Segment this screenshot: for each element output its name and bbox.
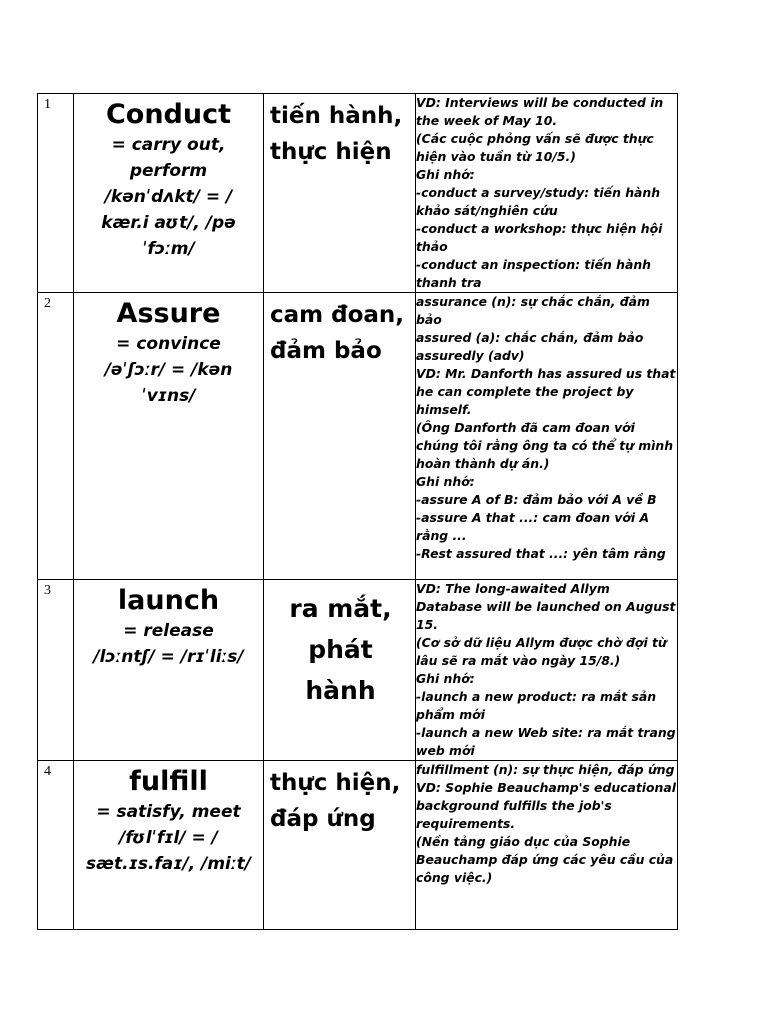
example-line: fulfillment (n): sự thực hiện, đáp ứng — [416, 762, 675, 777]
example-line: Ghi nhớ: — [416, 167, 475, 182]
row-number-cell — [38, 580, 74, 761]
example-line: (Cơ sở dữ liệu Allym được chờ đợi từ lâu sẽ ra mắt vào ngày 15/8.) — [416, 635, 667, 668]
example-line: Ghi nhớ: — [416, 671, 475, 686]
example-line: VD: Sophie Beauchamp's educational background fulfills the job's requirements. — [416, 780, 676, 831]
row-number: 4 — [44, 764, 51, 779]
example-line: assured (a): chắc chắn, đảm bảo — [416, 330, 644, 345]
example-line: -launch a new Web site: ra mắt trang web mới — [416, 725, 676, 758]
word-cell — [74, 761, 264, 930]
headword: launch — [117, 585, 220, 616]
word-cell — [74, 293, 264, 580]
example-line: -conduct a survey/study: tiến hành khảo sát/nghiên cứu — [416, 185, 661, 218]
example-line: assuredly (adv) — [416, 348, 525, 363]
examples-cell — [416, 293, 678, 580]
example-line: -conduct an inspection: tiến hành thanh tra — [416, 257, 651, 290]
vietnamese-meaning: cam đoan, đảm bảo — [270, 302, 405, 364]
synonym: = carry out, perform — [111, 135, 226, 181]
row-number-cell — [38, 94, 74, 293]
vocabulary-table — [37, 93, 678, 930]
table-row — [38, 761, 678, 930]
example-line: -Rest assured that ...: yên tâm rằng — [416, 546, 666, 561]
headword: Assure — [116, 298, 221, 329]
meaning-cell — [264, 293, 416, 580]
meaning-cell — [264, 761, 416, 930]
example-line: (Nền tảng giáo dục của Sophie Beauchamp đáp ứng các yêu cầu của công việc.) — [416, 834, 674, 885]
example-line: -launch a new product: ra mắt sản phẩm mới — [416, 689, 657, 722]
headword: fulfill — [129, 766, 208, 797]
vietnamese-meaning: ra mắt, phát hành — [289, 594, 392, 705]
word-cell — [74, 94, 264, 293]
examples-cell — [416, 761, 678, 930]
row-number: 2 — [44, 296, 51, 311]
phonetic: /kənˈdʌkt/ = / kær.i aʊt/, /pə ˈfɔːm/ — [101, 187, 236, 259]
example-line: (Các cuộc phỏng vấn sẽ được thực hiện vào tuần từ 10/5.) — [416, 131, 654, 164]
table-row — [38, 293, 678, 580]
synonym: = satisfy, meet — [96, 802, 241, 822]
example-line: VD: The long-awaited Allym Database will be launched on August 15. — [416, 581, 676, 632]
phonetic: /lɔːntʃ/ = /rɪˈliːs/ — [93, 647, 244, 667]
table-row — [38, 94, 678, 293]
headword: Conduct — [105, 99, 232, 130]
row-number: 1 — [44, 97, 51, 112]
meaning-cell — [264, 94, 416, 293]
synonym: = convince — [116, 334, 221, 354]
row-number: 3 — [44, 583, 51, 598]
example-line: -conduct a workshop: thực hiện hội thảo — [416, 221, 663, 254]
example-line: VD: Interviews will be conducted in the week of May 10. — [416, 95, 664, 128]
examples-cell — [416, 580, 678, 761]
vietnamese-meaning: tiến hành, thực hiện — [270, 103, 403, 165]
row-number-cell — [38, 761, 74, 930]
example-line: (Ông Danforth đã cam đoan với chúng tôi rằng ông ta có thể tự mình hoàn thành dự án.) — [416, 420, 674, 471]
examples-cell — [416, 94, 678, 293]
example-line: assurance (n): sự chắc chắn, đảm bảo — [416, 294, 650, 327]
meaning-cell — [264, 580, 416, 761]
table-row — [38, 580, 678, 761]
example-line: -assure A that ...: cam đoan với A rằng ... — [416, 510, 650, 543]
synonym: = release — [123, 621, 214, 641]
row-number-cell — [38, 293, 74, 580]
example-line: VD: Mr. Danforth has assured us that he can complete the project by himself. — [416, 366, 676, 417]
example-line: Ghi nhớ: — [416, 474, 475, 489]
word-cell — [74, 580, 264, 761]
phonetic: /fʊlˈfɪl/ = / sæt.ɪs.faɪ/, /miːt/ — [86, 828, 251, 874]
vietnamese-meaning: thực hiện, đáp ứng — [270, 770, 401, 832]
phonetic: /əˈʃɔːr/ = /kən ˈvɪns/ — [104, 360, 233, 406]
example-line: -assure A of B: đảm bảo với A về B — [416, 492, 657, 507]
